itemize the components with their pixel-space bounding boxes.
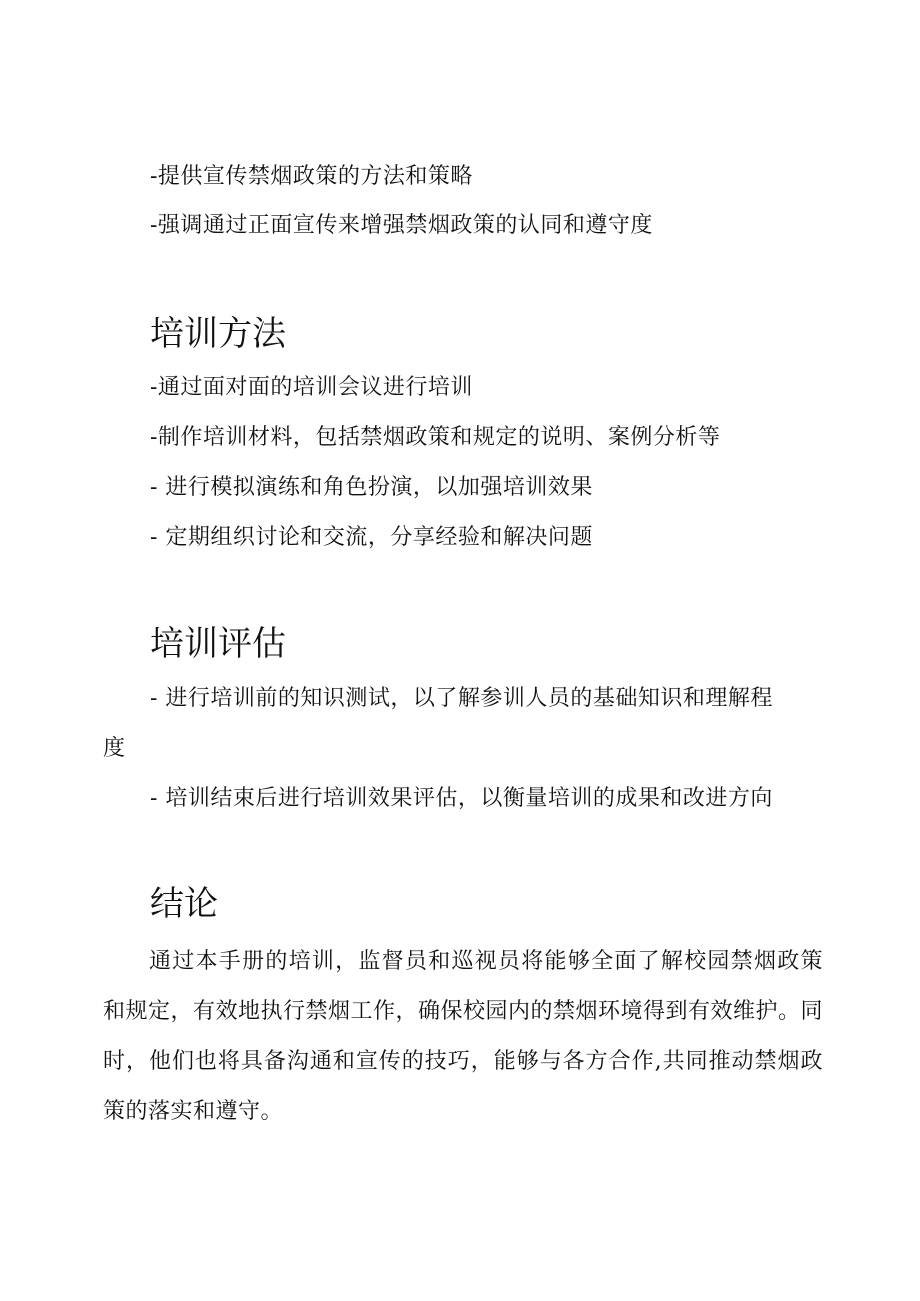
training-method-item-1: -通过面对面的培训会议进行培训 (150, 375, 473, 400)
training-method-item-4: - 定期组织讨论和交流，分享经验和解决问题 (150, 525, 593, 550)
training-method-item-2: -制作培训材料，包括禁烟政策和规定的说明、案例分析等 (150, 425, 721, 450)
evaluation-item-1-line-1: - 进行培训前的知识测试，以了解参训人员的基础知识和理解程 (150, 686, 773, 711)
training-method-item-3: - 进行模拟演练和角色扮演，以加强培训效果 (150, 475, 593, 500)
section-heading-conclusion: 结论 (150, 884, 218, 924)
section-heading-training-methods: 培训方法 (150, 314, 286, 354)
section-heading-training-evaluation: 培训评估 (150, 624, 286, 664)
intro-item-1: -提供宣传禁烟政策的方法和策略 (150, 164, 473, 189)
evaluation-item-1-line-2: 度 (103, 736, 126, 761)
conclusion-paragraph: 通过本手册的培训，监督员和巡视员将能够全面了解校园禁烟政策和规定，有效地执行禁烟工作，确保校园内的禁烟环境得到有效维护。同时，他们也将具备沟通和宣传的技巧，能够与各方合作,共同推动禁烟政策的落实和遵守。 (103, 949, 824, 1124)
intro-item-2: -强调通过正面宣传来增强禁烟政策的认同和遵守度 (150, 213, 653, 238)
evaluation-item-2: - 培训结束后进行培训效果评估，以衡量培训的成果和改进方向 (150, 786, 773, 811)
